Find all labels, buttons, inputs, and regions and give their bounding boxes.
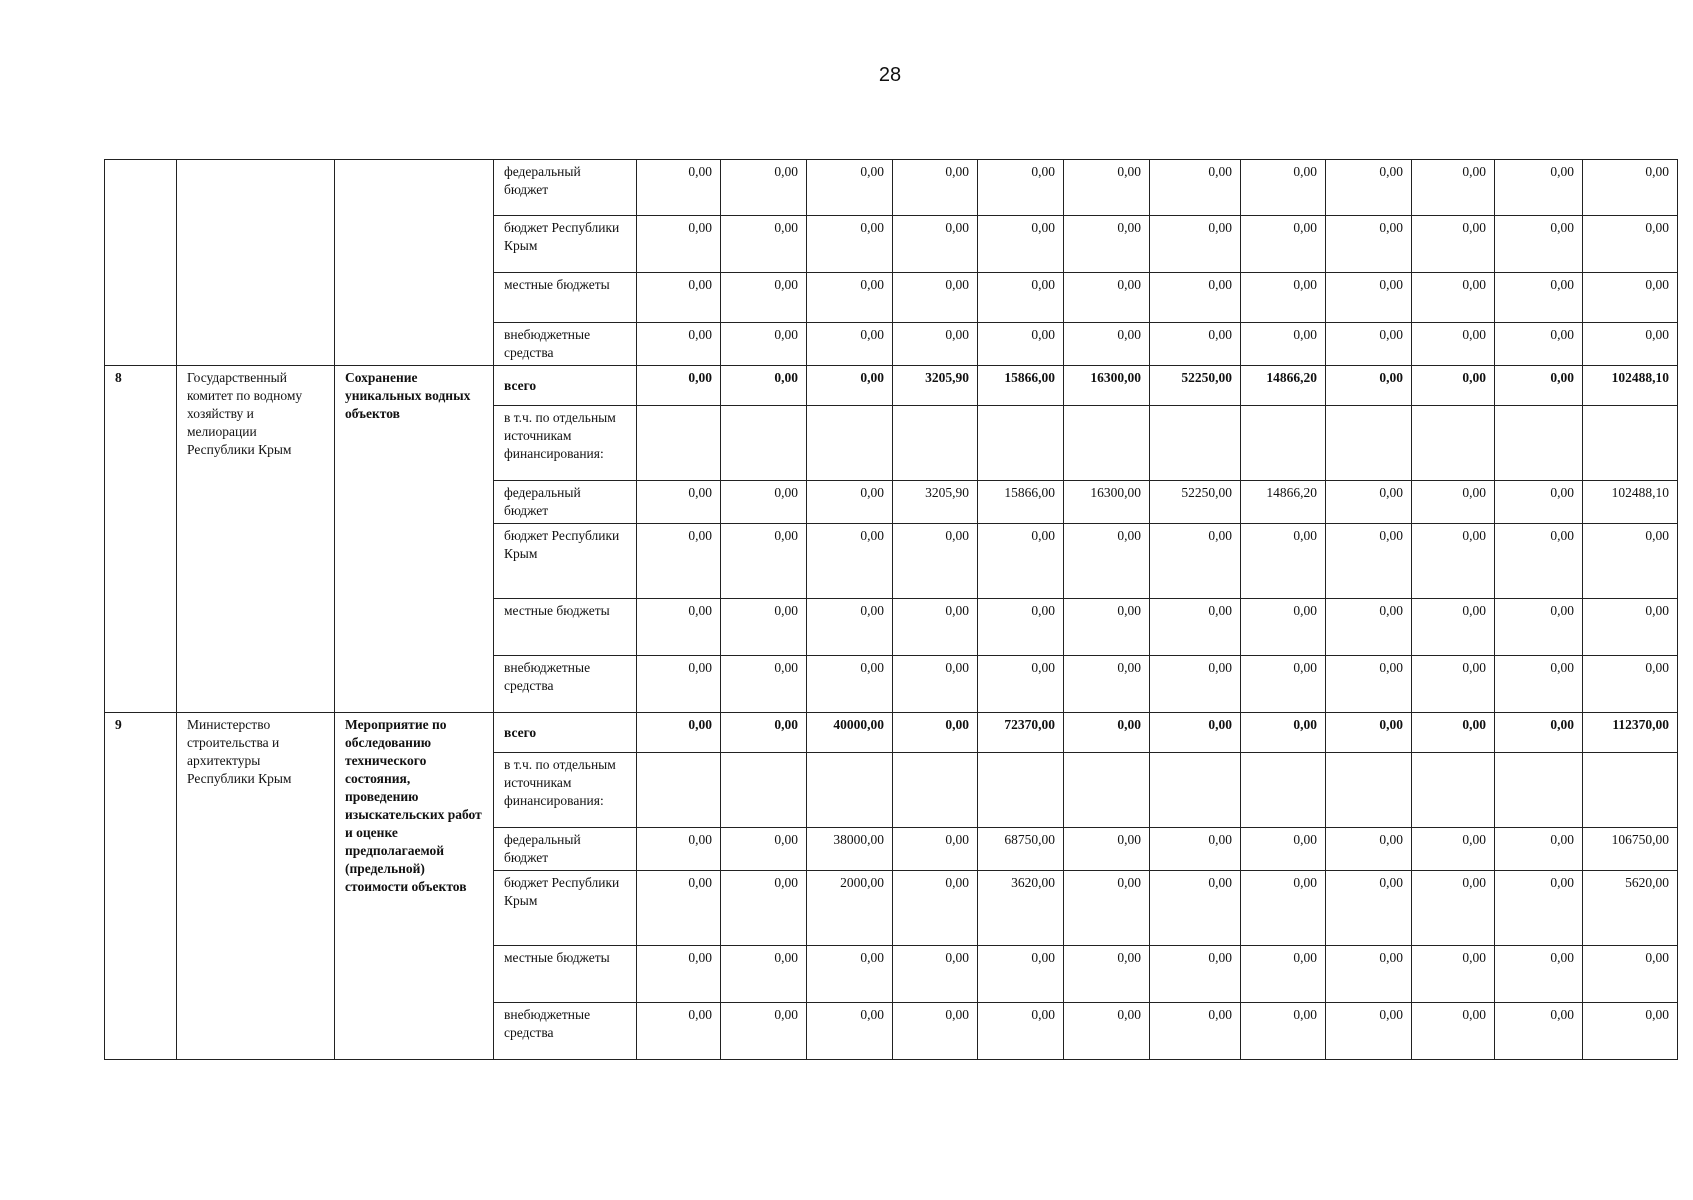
funding-source-cell: внебюджетные средства — [494, 323, 637, 366]
amount-cell: 0,00 — [721, 160, 807, 216]
amount-cell — [978, 406, 1064, 481]
amount-cell: 0,00 — [978, 656, 1064, 713]
measure-cell: Сохранение уникальных водных объектов — [335, 366, 494, 713]
amount-cell: 0,00 — [637, 160, 721, 216]
amount-cell: 0,00 — [1326, 366, 1412, 406]
amount-cell — [1064, 753, 1150, 828]
amount-cell: 0,00 — [807, 1003, 893, 1060]
funding-source-cell: в т.ч. по отдельным источникам финансирования: — [494, 753, 637, 828]
funding-source-cell: бюджет Республики Крым — [494, 871, 637, 946]
amount-cell: 0,00 — [807, 524, 893, 599]
amount-cell — [1495, 406, 1583, 481]
funding-source-cell: всего — [494, 713, 637, 753]
amount-cell: 14866,20 — [1241, 481, 1326, 524]
amount-cell: 0,00 — [1241, 656, 1326, 713]
amount-cell: 0,00 — [1064, 828, 1150, 871]
funding-source-cell: всего — [494, 366, 637, 406]
amount-cell: 0,00 — [637, 713, 721, 753]
amount-cell: 0,00 — [893, 828, 978, 871]
amount-cell — [978, 753, 1064, 828]
amount-cell: 0,00 — [721, 524, 807, 599]
amount-cell: 0,00 — [1583, 323, 1678, 366]
amount-cell: 0,00 — [807, 216, 893, 273]
amount-cell: 0,00 — [1495, 160, 1583, 216]
amount-cell: 0,00 — [1583, 599, 1678, 656]
group-number-cell: 9 — [105, 713, 177, 1060]
amount-cell: 0,00 — [807, 481, 893, 524]
amount-cell: 0,00 — [807, 160, 893, 216]
amount-cell: 0,00 — [637, 524, 721, 599]
amount-cell: 0,00 — [721, 871, 807, 946]
table-row — [105, 713, 1678, 753]
amount-cell: 0,00 — [637, 366, 721, 406]
funding-source-cell: федеральный бюджет — [494, 828, 637, 871]
amount-cell: 0,00 — [1583, 273, 1678, 323]
table-row — [105, 366, 1678, 406]
amount-cell — [1412, 406, 1495, 481]
measure-cell — [335, 160, 494, 366]
amount-cell: 0,00 — [1326, 1003, 1412, 1060]
amount-cell: 0,00 — [1412, 273, 1495, 323]
amount-cell: 0,00 — [807, 599, 893, 656]
funding-source-cell: в т.ч. по отдельным источникам финансирования: — [494, 406, 637, 481]
amount-cell: 0,00 — [1495, 524, 1583, 599]
amount-cell: 106750,00 — [1583, 828, 1678, 871]
amount-cell: 0,00 — [807, 656, 893, 713]
amount-cell: 0,00 — [893, 160, 978, 216]
amount-cell: 0,00 — [1150, 524, 1241, 599]
amount-cell: 0,00 — [893, 713, 978, 753]
amount-cell: 0,00 — [1326, 216, 1412, 273]
amount-cell: 0,00 — [1412, 1003, 1495, 1060]
amount-cell: 0,00 — [807, 273, 893, 323]
amount-cell: 0,00 — [807, 323, 893, 366]
amount-cell: 0,00 — [1412, 216, 1495, 273]
amount-cell: 0,00 — [893, 524, 978, 599]
amount-cell: 0,00 — [1064, 323, 1150, 366]
amount-cell: 0,00 — [1326, 323, 1412, 366]
budget-table — [104, 159, 1678, 1060]
amount-cell: 3620,00 — [978, 871, 1064, 946]
amount-cell: 0,00 — [721, 323, 807, 366]
amount-cell: 0,00 — [637, 656, 721, 713]
amount-cell: 0,00 — [978, 216, 1064, 273]
amount-cell: 0,00 — [1326, 160, 1412, 216]
amount-cell: 3205,90 — [893, 481, 978, 524]
amount-cell: 0,00 — [1150, 871, 1241, 946]
amount-cell: 0,00 — [1412, 946, 1495, 1003]
amount-cell: 102488,10 — [1583, 481, 1678, 524]
funding-source-cell: местные бюджеты — [494, 599, 637, 656]
amount-cell: 0,00 — [978, 524, 1064, 599]
amount-cell: 0,00 — [1064, 273, 1150, 323]
amount-cell: 16300,00 — [1064, 481, 1150, 524]
amount-cell — [637, 753, 721, 828]
amount-cell: 0,00 — [1412, 524, 1495, 599]
amount-cell: 0,00 — [1241, 871, 1326, 946]
amount-cell — [1495, 753, 1583, 828]
amount-cell: 0,00 — [1583, 656, 1678, 713]
amount-cell — [1241, 753, 1326, 828]
amount-cell — [1150, 753, 1241, 828]
funding-source-cell: внебюджетные средства — [494, 656, 637, 713]
amount-cell: 0,00 — [978, 160, 1064, 216]
amount-cell: 3205,90 — [893, 366, 978, 406]
amount-cell: 0,00 — [1583, 216, 1678, 273]
amount-cell: 0,00 — [1150, 1003, 1241, 1060]
amount-cell: 0,00 — [1583, 1003, 1678, 1060]
amount-cell — [807, 406, 893, 481]
amount-cell: 0,00 — [637, 871, 721, 946]
amount-cell — [893, 406, 978, 481]
amount-cell: 0,00 — [721, 481, 807, 524]
amount-cell: 0,00 — [1064, 160, 1150, 216]
amount-cell: 0,00 — [1583, 524, 1678, 599]
amount-cell: 0,00 — [1326, 481, 1412, 524]
amount-cell: 0,00 — [637, 1003, 721, 1060]
amount-cell: 0,00 — [1412, 828, 1495, 871]
amount-cell: 0,00 — [893, 323, 978, 366]
amount-cell: 0,00 — [1326, 871, 1412, 946]
amount-cell: 0,00 — [893, 273, 978, 323]
amount-cell: 0,00 — [1326, 599, 1412, 656]
amount-cell: 0,00 — [637, 828, 721, 871]
amount-cell: 0,00 — [1495, 713, 1583, 753]
amount-cell: 0,00 — [637, 273, 721, 323]
amount-cell: 0,00 — [1064, 946, 1150, 1003]
amount-cell: 0,00 — [721, 216, 807, 273]
amount-cell: 0,00 — [1412, 323, 1495, 366]
amount-cell: 2000,00 — [807, 871, 893, 946]
amount-cell: 0,00 — [721, 656, 807, 713]
amount-cell — [1583, 406, 1678, 481]
amount-cell: 0,00 — [1495, 656, 1583, 713]
amount-cell: 0,00 — [1241, 828, 1326, 871]
amount-cell: 0,00 — [1495, 273, 1583, 323]
funding-source-cell: местные бюджеты — [494, 946, 637, 1003]
amount-cell — [1150, 406, 1241, 481]
amount-cell: 0,00 — [1150, 656, 1241, 713]
funding-source-cell: федеральный бюджет — [494, 160, 637, 216]
amount-cell: 0,00 — [978, 1003, 1064, 1060]
executor-cell — [177, 160, 335, 366]
amount-cell: 0,00 — [1241, 273, 1326, 323]
amount-cell: 0,00 — [1064, 1003, 1150, 1060]
amount-cell: 0,00 — [637, 216, 721, 273]
amount-cell: 0,00 — [1150, 828, 1241, 871]
group-number-cell — [105, 160, 177, 366]
amount-cell: 0,00 — [1241, 216, 1326, 273]
amount-cell: 0,00 — [1064, 524, 1150, 599]
amount-cell: 52250,00 — [1150, 481, 1241, 524]
amount-cell: 15866,00 — [978, 366, 1064, 406]
page-number: 28 — [878, 64, 902, 86]
amount-cell: 0,00 — [637, 481, 721, 524]
amount-cell: 0,00 — [1495, 599, 1583, 656]
amount-cell: 0,00 — [893, 871, 978, 946]
amount-cell: 0,00 — [1412, 871, 1495, 946]
amount-cell: 72370,00 — [978, 713, 1064, 753]
amount-cell: 0,00 — [893, 599, 978, 656]
funding-source-cell: бюджет Республики Крым — [494, 524, 637, 599]
funding-source-cell: внебюджетные средства — [494, 1003, 637, 1060]
amount-cell: 0,00 — [1495, 481, 1583, 524]
amount-cell — [1412, 753, 1495, 828]
amount-cell: 0,00 — [978, 273, 1064, 323]
amount-cell: 0,00 — [807, 946, 893, 1003]
amount-cell: 0,00 — [1326, 828, 1412, 871]
amount-cell: 0,00 — [807, 366, 893, 406]
amount-cell: 0,00 — [978, 599, 1064, 656]
amount-cell: 0,00 — [637, 599, 721, 656]
amount-cell: 0,00 — [1495, 871, 1583, 946]
amount-cell: 0,00 — [721, 366, 807, 406]
amount-cell: 0,00 — [721, 1003, 807, 1060]
amount-cell: 0,00 — [637, 323, 721, 366]
executor-cell: Министерство строительства и архитектуры Республики Крым — [177, 713, 335, 1060]
table-row — [105, 160, 1678, 216]
amount-cell: 40000,00 — [807, 713, 893, 753]
amount-cell: 0,00 — [1241, 713, 1326, 753]
funding-source-cell: местные бюджеты — [494, 273, 637, 323]
amount-cell: 0,00 — [893, 656, 978, 713]
amount-cell: 0,00 — [1241, 524, 1326, 599]
amount-cell: 0,00 — [893, 946, 978, 1003]
amount-cell: 0,00 — [1495, 216, 1583, 273]
amount-cell: 15866,00 — [978, 481, 1064, 524]
amount-cell — [721, 406, 807, 481]
amount-cell: 0,00 — [1241, 1003, 1326, 1060]
amount-cell: 0,00 — [1064, 656, 1150, 713]
amount-cell: 0,00 — [721, 599, 807, 656]
amount-cell: 0,00 — [1150, 273, 1241, 323]
amount-cell: 16300,00 — [1064, 366, 1150, 406]
amount-cell: 0,00 — [1583, 160, 1678, 216]
amount-cell: 0,00 — [721, 946, 807, 1003]
amount-cell: 0,00 — [1495, 828, 1583, 871]
amount-cell: 0,00 — [1495, 366, 1583, 406]
amount-cell: 0,00 — [1064, 599, 1150, 656]
amount-cell: 112370,00 — [1583, 713, 1678, 753]
amount-cell: 14866,20 — [1241, 366, 1326, 406]
amount-cell: 0,00 — [1326, 946, 1412, 1003]
amount-cell: 0,00 — [1241, 946, 1326, 1003]
amount-cell — [1241, 406, 1326, 481]
amount-cell: 0,00 — [1495, 323, 1583, 366]
amount-cell: 0,00 — [1150, 599, 1241, 656]
amount-cell: 0,00 — [1150, 323, 1241, 366]
amount-cell: 0,00 — [978, 946, 1064, 1003]
amount-cell: 0,00 — [1412, 656, 1495, 713]
amount-cell: 5620,00 — [1583, 871, 1678, 946]
amount-cell: 0,00 — [637, 946, 721, 1003]
amount-cell — [893, 753, 978, 828]
amount-cell: 68750,00 — [978, 828, 1064, 871]
amount-cell: 0,00 — [893, 216, 978, 273]
amount-cell: 0,00 — [1064, 216, 1150, 273]
amount-cell: 0,00 — [1241, 599, 1326, 656]
amount-cell: 0,00 — [1412, 713, 1495, 753]
amount-cell: 52250,00 — [1150, 366, 1241, 406]
amount-cell: 0,00 — [1241, 323, 1326, 366]
amount-cell: 0,00 — [1150, 216, 1241, 273]
amount-cell — [807, 753, 893, 828]
amount-cell: 0,00 — [1150, 946, 1241, 1003]
amount-cell: 0,00 — [1150, 160, 1241, 216]
amount-cell — [637, 406, 721, 481]
amount-cell: 0,00 — [1326, 273, 1412, 323]
amount-cell: 0,00 — [1412, 160, 1495, 216]
amount-cell — [1064, 406, 1150, 481]
amount-cell: 0,00 — [721, 273, 807, 323]
amount-cell: 0,00 — [893, 1003, 978, 1060]
executor-cell: Государственный комитет по водному хозяйству и мелиорации Республики Крым — [177, 366, 335, 713]
amount-cell: 0,00 — [721, 713, 807, 753]
amount-cell — [1583, 753, 1678, 828]
measure-cell: Мероприятие по обследованию технического состояния, проведению изыскательских работ и оценке предполагаемой (предельной) стоимости объектов — [335, 713, 494, 1060]
amount-cell — [1326, 406, 1412, 481]
amount-cell: 0,00 — [1150, 713, 1241, 753]
funding-source-cell: бюджет Республики Крым — [494, 216, 637, 273]
funding-source-cell: федеральный бюджет — [494, 481, 637, 524]
amount-cell: 38000,00 — [807, 828, 893, 871]
amount-cell: 0,00 — [1412, 366, 1495, 406]
amount-cell: 0,00 — [1064, 871, 1150, 946]
amount-cell: 0,00 — [1241, 160, 1326, 216]
amount-cell — [721, 753, 807, 828]
amount-cell: 0,00 — [1412, 481, 1495, 524]
table-body — [105, 160, 1678, 1060]
amount-cell — [1326, 753, 1412, 828]
amount-cell: 0,00 — [1495, 1003, 1583, 1060]
amount-cell: 102488,10 — [1583, 366, 1678, 406]
amount-cell: 0,00 — [721, 828, 807, 871]
group-number-cell: 8 — [105, 366, 177, 713]
amount-cell: 0,00 — [1412, 599, 1495, 656]
amount-cell: 0,00 — [1064, 713, 1150, 753]
amount-cell: 0,00 — [978, 323, 1064, 366]
amount-cell: 0,00 — [1495, 946, 1583, 1003]
amount-cell: 0,00 — [1326, 656, 1412, 713]
amount-cell: 0,00 — [1326, 524, 1412, 599]
amount-cell: 0,00 — [1326, 713, 1412, 753]
amount-cell: 0,00 — [1583, 946, 1678, 1003]
